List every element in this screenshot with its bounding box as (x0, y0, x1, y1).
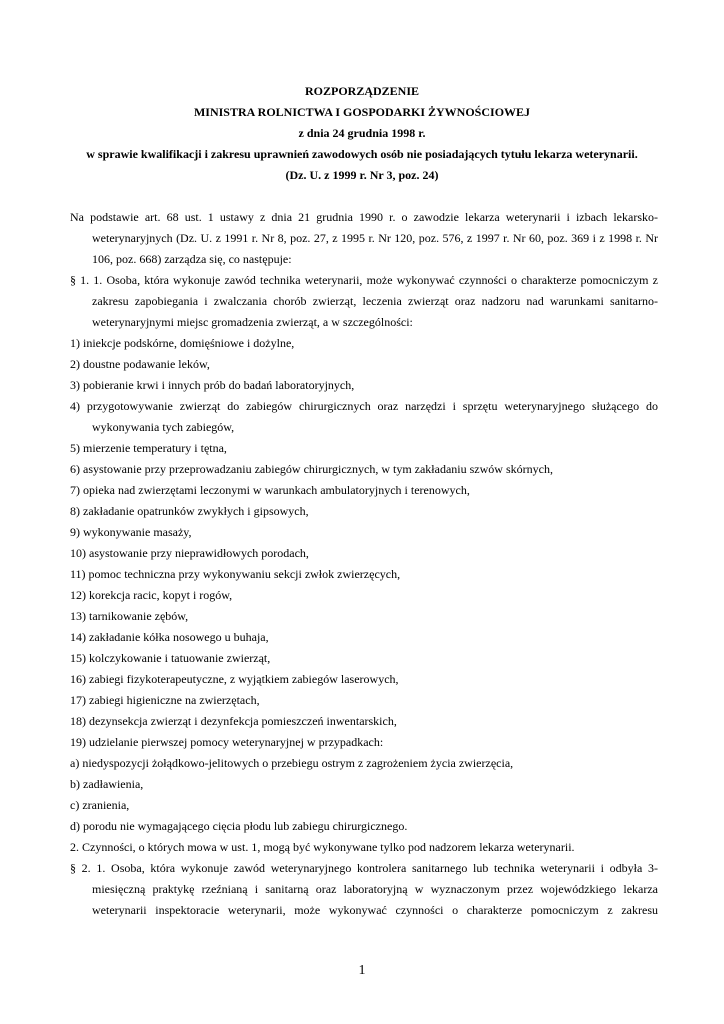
list-item: 10) asystowanie przy nieprawidłowych porodach, (70, 546, 309, 560)
document-subject: w sprawie kwalifikacji i zakresu uprawnień zawodowych osób nie posiadających tytułu lekarza weterynarii. (86, 147, 638, 161)
section-1-paragraph: § 1. 1. Osoba, która wykonuje zawód technika weterynarii, może wykonywać czynności o charakterze pomocniczym z zakresu zapobiegania i zwalczania chorób zwierząt, leczenia zwierząt oraz nadzoru nad warunkami sanitarno-weterynaryjnymi miejsc gromadzenia zwierząt, a w szczególności: (70, 273, 658, 329)
page-number: 1 (358, 963, 366, 978)
list-item: 5) mierzenie temperatury i tętna, (70, 441, 227, 455)
section-1-clause-2: 2. Czynności, o których mowa w ust. 1, mogą być wykonywane tylko pod nadzorem lekarza weterynarii. (70, 840, 575, 854)
list-item: 8) zakładanie opatrunków zwykłych i gipsowych, (70, 504, 309, 518)
publication-reference: (Dz. U. z 1999 r. Nr 3, poz. 24) (285, 168, 439, 182)
sub-list-item: d) porodu nie wymagającego cięcia płodu lub zabiegu chirurgicznego. (70, 819, 408, 833)
list-item: 16) zabiegi fizykoterapeutyczne, z wyjątkiem zabiegów laserowych, (70, 672, 399, 686)
list-item: 3) pobieranie krwi i innych prób do badań laboratoryjnych, (70, 378, 355, 392)
document-type-title: ROZPORZĄDZENIE (304, 84, 420, 98)
document-body (70, 207, 658, 921)
sub-list-item: b) zadławienia, (70, 777, 144, 791)
list-item: 6) asystowanie przy przeprowadzaniu zabiegów chirurgicznych, w tym zakładaniu szwów skórnych, (70, 462, 553, 476)
preamble-paragraph: Na podstawie art. 68 ust. 1 ustawy z dnia 21 grudnia 1990 r. o zawodzie lekarza weterynarii i izbach lekarsko-weterynaryjnych (Dz. U. z 1991 r. Nr 8, poz. 27, z 1995 r. Nr 120, poz. 576, z 1997 r. Nr 60, poz. 369 i z 1998 r. Nr 106, poz. 668) zarządza się, co następuje: (70, 210, 658, 266)
list-item: 2) doustne podawanie leków, (70, 357, 210, 371)
list-item: 7) opieka nad zwierzętami leczonymi w warunkach ambulatoryjnych i terenowych, (70, 483, 470, 497)
sub-list-item: a) niedyspozycji żołądkowo-jelitowych o przebiegu ostrym z zagrożeniem życia zwierzęcia, (70, 756, 514, 770)
document-header (0, 81, 724, 186)
list-item: 9) wykonywanie masaży, (70, 525, 192, 539)
list-item: 19) udzielanie pierwszej pomocy weterynaryjnej w przypadkach: (70, 735, 384, 749)
list-item: 1) iniekcje podskórne, domięśniowe i dożylne, (70, 336, 295, 350)
list-item: 12) korekcja racic, kopyt i rogów, (70, 588, 233, 602)
list-item: 17) zabiegi higieniczne na zwierzętach, (70, 693, 260, 707)
list-item: 15) kolczykowanie i tatuowanie zwierząt, (70, 651, 271, 665)
list-item: 11) pomoc techniczna przy wykonywaniu sekcji zwłok zwierzęcych, (70, 567, 401, 581)
issuing-authority: MINISTRA ROLNICTWA I GOSPODARKI ŻYWNOŚCIOWEJ (193, 105, 531, 119)
list-item: 18) dezynsekcja zwierząt i dezynfekcja pomieszczeń inwentarskich, (70, 714, 397, 728)
sub-list-item: c) zranienia, (70, 798, 130, 812)
document-date: z dnia 24 grudnia 1998 r. (298, 126, 426, 140)
list-item: 4) przygotowywanie zwierząt do zabiegów chirurgicznych oraz narzędzi i sprzętu weterynaryjnego służącego do wykonywania tych zabiegów, (70, 399, 658, 434)
section-2-paragraph: § 2. 1. Osoba, która wykonuje zawód weterynaryjnego kontrolera sanitarnego lub technika weterynarii i odbyła 3-miesięczną praktykę rzeźnianą i sanitarną oraz laboratoryjną w wyznaczonym przez wojewódzkiego lekarza weterynarii inspektoracie weterynarii, może wykonywać czynności o charakterze pomocniczym z zakresu (70, 861, 658, 917)
list-item: 14) zakładanie kółka nosowego u buhaja, (70, 630, 269, 644)
list-item: 13) tarnikowanie zębów, (70, 609, 189, 623)
